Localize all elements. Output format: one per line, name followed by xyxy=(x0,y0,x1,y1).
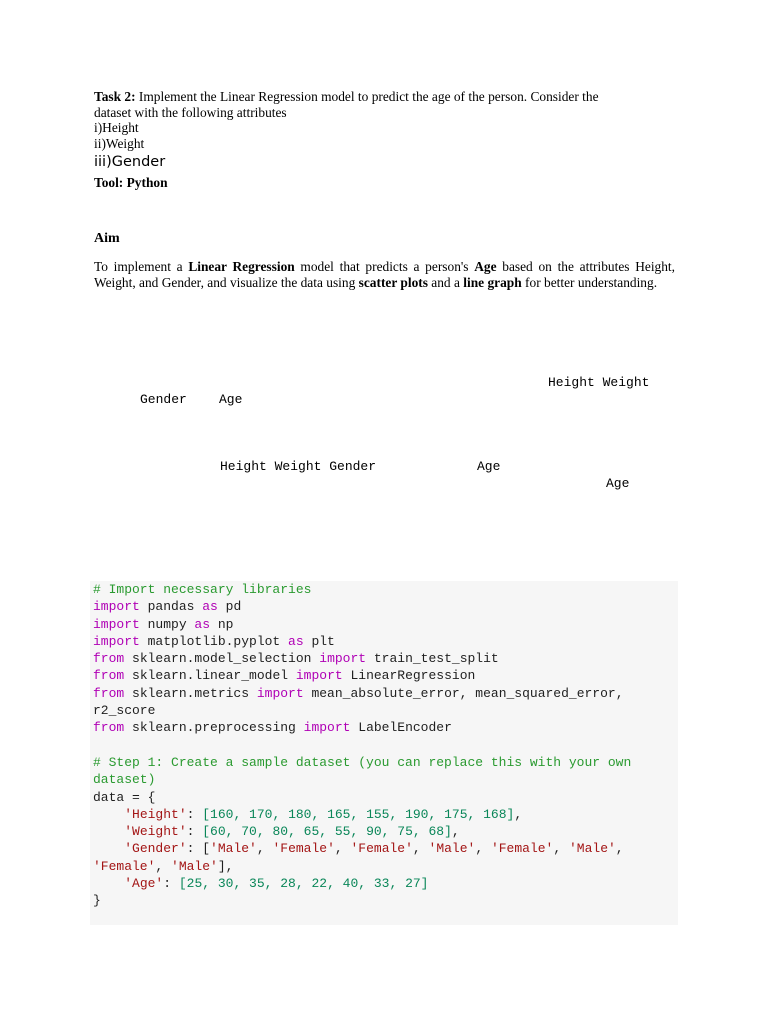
fragment-gender: Gender xyxy=(140,392,187,407)
task-line-1: Task 2: Implement the Linear Regression model to predict the age of the person. Consider the xyxy=(94,89,599,104)
fragment-age: Age xyxy=(477,459,501,474)
attribute-weight: ii)Weight xyxy=(94,135,145,151)
task-description xyxy=(94,89,674,151)
task-line-2: dataset with the following attributes xyxy=(94,104,287,120)
aim-paragraph: To implement a Linear Regression model that predicts a person's Age based on the attributes Height, Weight, and Gender, and visualize the data using scatter plots and a line graph for better understanding. xyxy=(94,259,675,290)
fragment-age: Age xyxy=(219,392,243,407)
code-block xyxy=(90,581,678,925)
fragment-age: Age xyxy=(606,476,630,491)
attribute-height: i)Height xyxy=(94,120,139,135)
task-label: Task 2: xyxy=(94,89,136,104)
aim-heading: Aim xyxy=(94,231,120,246)
tool-line: Tool: Python xyxy=(94,175,168,190)
fragment-height-weight-gender: Height Weight Gender xyxy=(220,459,377,474)
fragment-height-weight: Height Weight xyxy=(548,375,650,390)
attribute-gender: iii)Gender xyxy=(94,154,166,170)
code-listing: # Import necessary libraries import pandas as pd import numpy as np import matplotlib.pyplot as plt from sklearn.model_selection import train_test_split from sklearn.linear_model import LinearRegression from sklearn.metrics import mean_absolute_error, mean_squared_error, r2_score from sklearn.preprocessing import LabelEncoder # Step 1: Create a sample dataset (you can replace this with your own dataset) data = { 'Height': [160, 170, 180, 165, 155, 190, 175, 168], 'Weight': [60, 70, 80, 65, 55, 90, 75, 68], 'Gender': ['Male', 'Female', 'Female', 'Male', 'Female', 'Male', 'Female', 'Male'], 'Age': [25, 30, 35, 28, 22, 40, 33, 27] } xyxy=(93,582,632,909)
